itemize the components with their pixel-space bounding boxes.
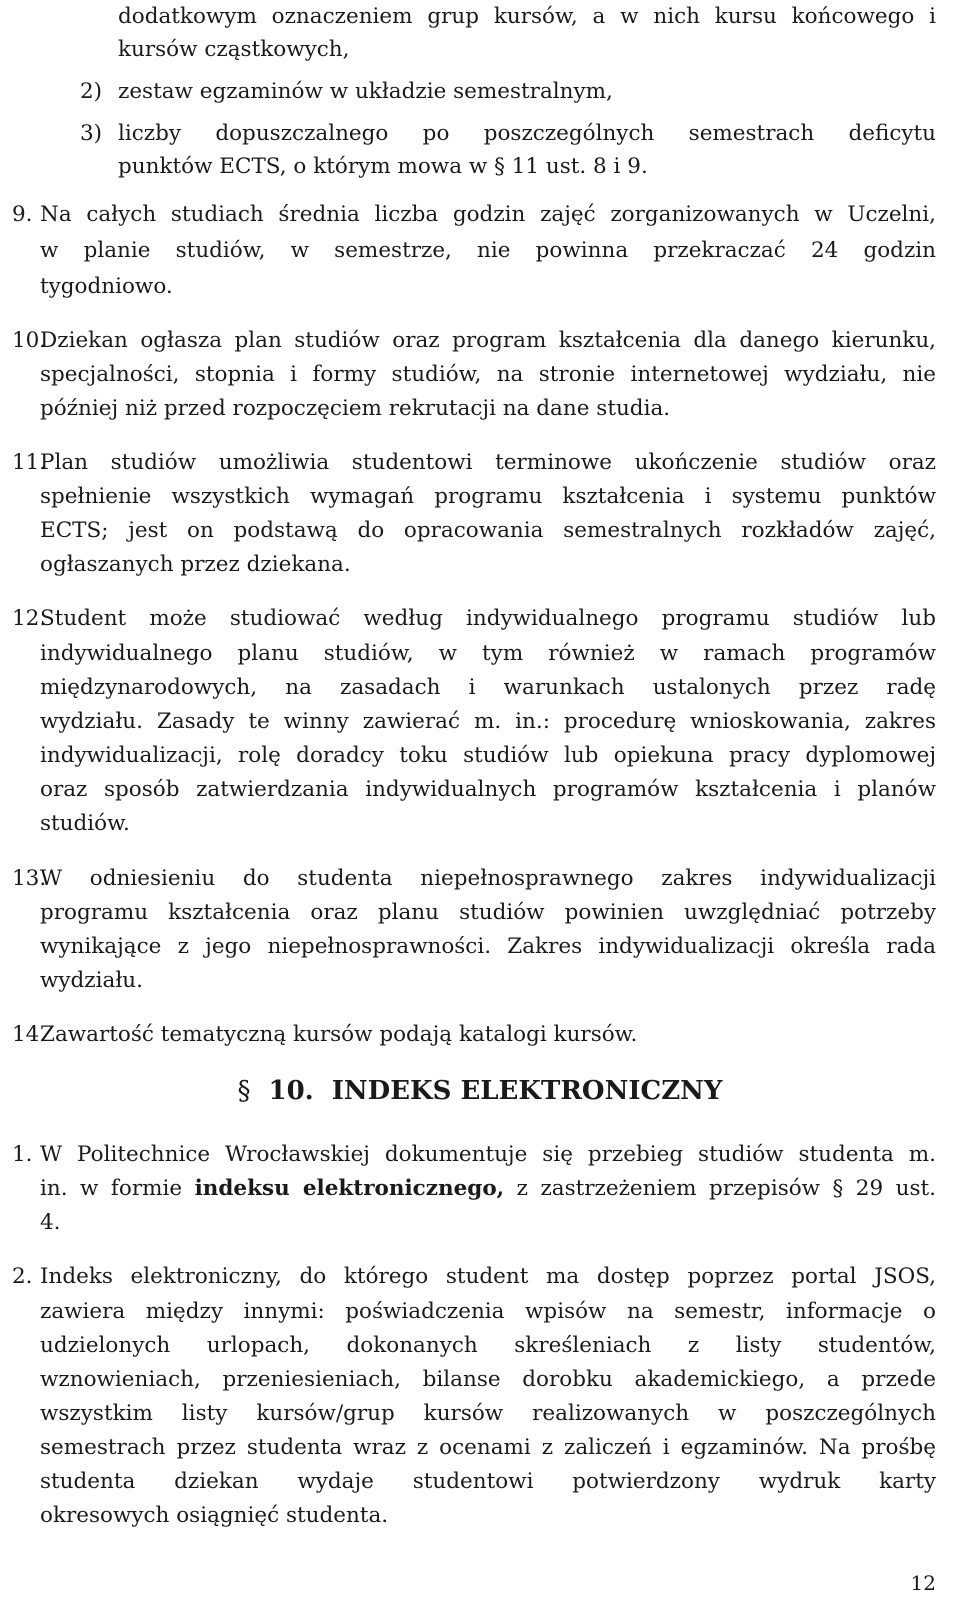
- text-line: wynikające z jego niepełnosprawności. Zakres indywidualizacji określa rada: [40, 934, 936, 959]
- list-number: 12.: [12, 606, 47, 631]
- text-line: Indeks elektroniczny, do którego student ma dostęp poprzez portal JSOS,: [40, 1264, 936, 1289]
- text-line: liczby dopuszczalnego po poszczególnych semestrach deficytu: [118, 121, 936, 146]
- text-line: zestaw egzaminów w układzie semestralnym,: [118, 79, 613, 104]
- text-line: W odniesieniu do studenta niepełnosprawnego zakres indywidualizacji: [40, 866, 936, 891]
- list-number: 14.: [12, 1022, 47, 1047]
- text-line: wydziału.: [40, 968, 143, 993]
- text-line: dodatkowym oznaczeniem grup kursów, a w nich kursu końcowego i: [118, 4, 936, 29]
- text-line: okresowych osiągnięć studenta.: [40, 1503, 389, 1528]
- text-line: ECTS; jest on podstawą do opracowania semestralnych rozkładów zajęć,: [40, 518, 936, 543]
- text-line: oraz sposób zatwierdzania indywidualnych programów kształcenia i planów: [40, 777, 936, 802]
- text-line: [40, 1172, 936, 1206]
- bold-term: indeksu elektronicznego,: [194, 1176, 505, 1201]
- list-number: 3): [80, 121, 103, 146]
- text-line: studiów.: [40, 811, 130, 836]
- list-number: 10.: [12, 328, 47, 353]
- section-number: 10.: [268, 1076, 314, 1106]
- text-line: Student może studiować według indywidualnego programu studiów lub: [40, 606, 936, 631]
- text-line: Na całych studiach średnia liczba godzin zajęć zorganizowanych w Uczelni,: [40, 202, 936, 227]
- section-title: INDEKS ELEKTRONICZNY: [331, 1076, 723, 1106]
- list-number: 1.: [12, 1142, 33, 1167]
- text-line: spełnienie wszystkich wymagań programu kształcenia i systemu punktów: [40, 484, 936, 509]
- text-line: międzynarodowych, na zasadach i warunkach ustalonych przez radę: [40, 675, 936, 700]
- text-line: wszystkim listy kursów/grup kursów realizowanych w poszczególnych: [40, 1401, 936, 1426]
- text-line: Plan studiów umożliwia studentowi terminowe ukończenie studiów oraz: [40, 450, 936, 475]
- section-symbol: §: [237, 1076, 251, 1106]
- text-line: studenta dziekan wydaje studentowi potwierdzony wydruk karty: [40, 1469, 936, 1494]
- text-line: punktów ECTS, o którym mowa w § 11 ust. 8 i 9.: [118, 154, 648, 179]
- text-line: wznowieniach, przeniesieniach, bilanse dorobku akademickiego, a przede: [40, 1367, 936, 1392]
- section-heading: [0, 1074, 960, 1108]
- list-number: 2): [80, 79, 103, 104]
- text-line: indywidualnego planu studiów, w tym również w ramach programów: [40, 641, 936, 666]
- text-fragment: z zastrzeżeniem przepisów § 29 ust.: [504, 1176, 936, 1201]
- text-line: specjalności, stopnia i formy studiów, na stronie internetowej wydziału, nie: [40, 362, 936, 387]
- text-fragment: in. w formie: [40, 1176, 195, 1201]
- text-line: indywidualizacji, rolę doradcy toku studiów lub opiekuna pracy dyplomowej: [40, 743, 936, 768]
- list-number: 9.: [12, 202, 33, 227]
- text-line: W Politechnice Wrocławskiej dokumentuje się przebieg studiów studenta m.: [40, 1142, 936, 1167]
- text-line: 4.: [40, 1210, 61, 1235]
- text-line: później niż przed rozpoczęciem rekrutacji na dane studia.: [40, 396, 671, 421]
- page-number: 12: [910, 1571, 936, 1595]
- text-line: wydziału. Zasady te winny zawierać m. in.: procedurę wnioskowania, zakres: [40, 709, 936, 734]
- text-line: semestrach przez studenta wraz z ocenami z zaliczeń i egzaminów. Na prośbę: [40, 1435, 936, 1460]
- text-line: Dziekan ogłasza plan studiów oraz program kształcenia dla danego kierunku,: [40, 328, 936, 353]
- text-line: tygodniowo.: [40, 274, 173, 299]
- list-number: 13.: [12, 866, 47, 891]
- text-line: ogłaszanych przez dziekana.: [40, 552, 351, 577]
- text-line: w planie studiów, w semestrze, nie powinna przekraczać 24 godzin: [40, 238, 936, 263]
- text-line: kursów cząstkowych,: [118, 37, 350, 62]
- list-number: 11.: [12, 450, 47, 475]
- text-line: udzielonych urlopach, dokonanych skreśleniach z listy studentów,: [40, 1333, 936, 1358]
- list-number: 2.: [12, 1264, 33, 1289]
- text-line: programu kształcenia oraz planu studiów powinien uwzględniać potrzeby: [40, 900, 936, 925]
- text-line: Zawartość tematyczną kursów podają katalogi kursów.: [40, 1022, 638, 1047]
- text-line: zawiera między innymi: poświadczenia wpisów na semestr, informacje o: [40, 1299, 936, 1324]
